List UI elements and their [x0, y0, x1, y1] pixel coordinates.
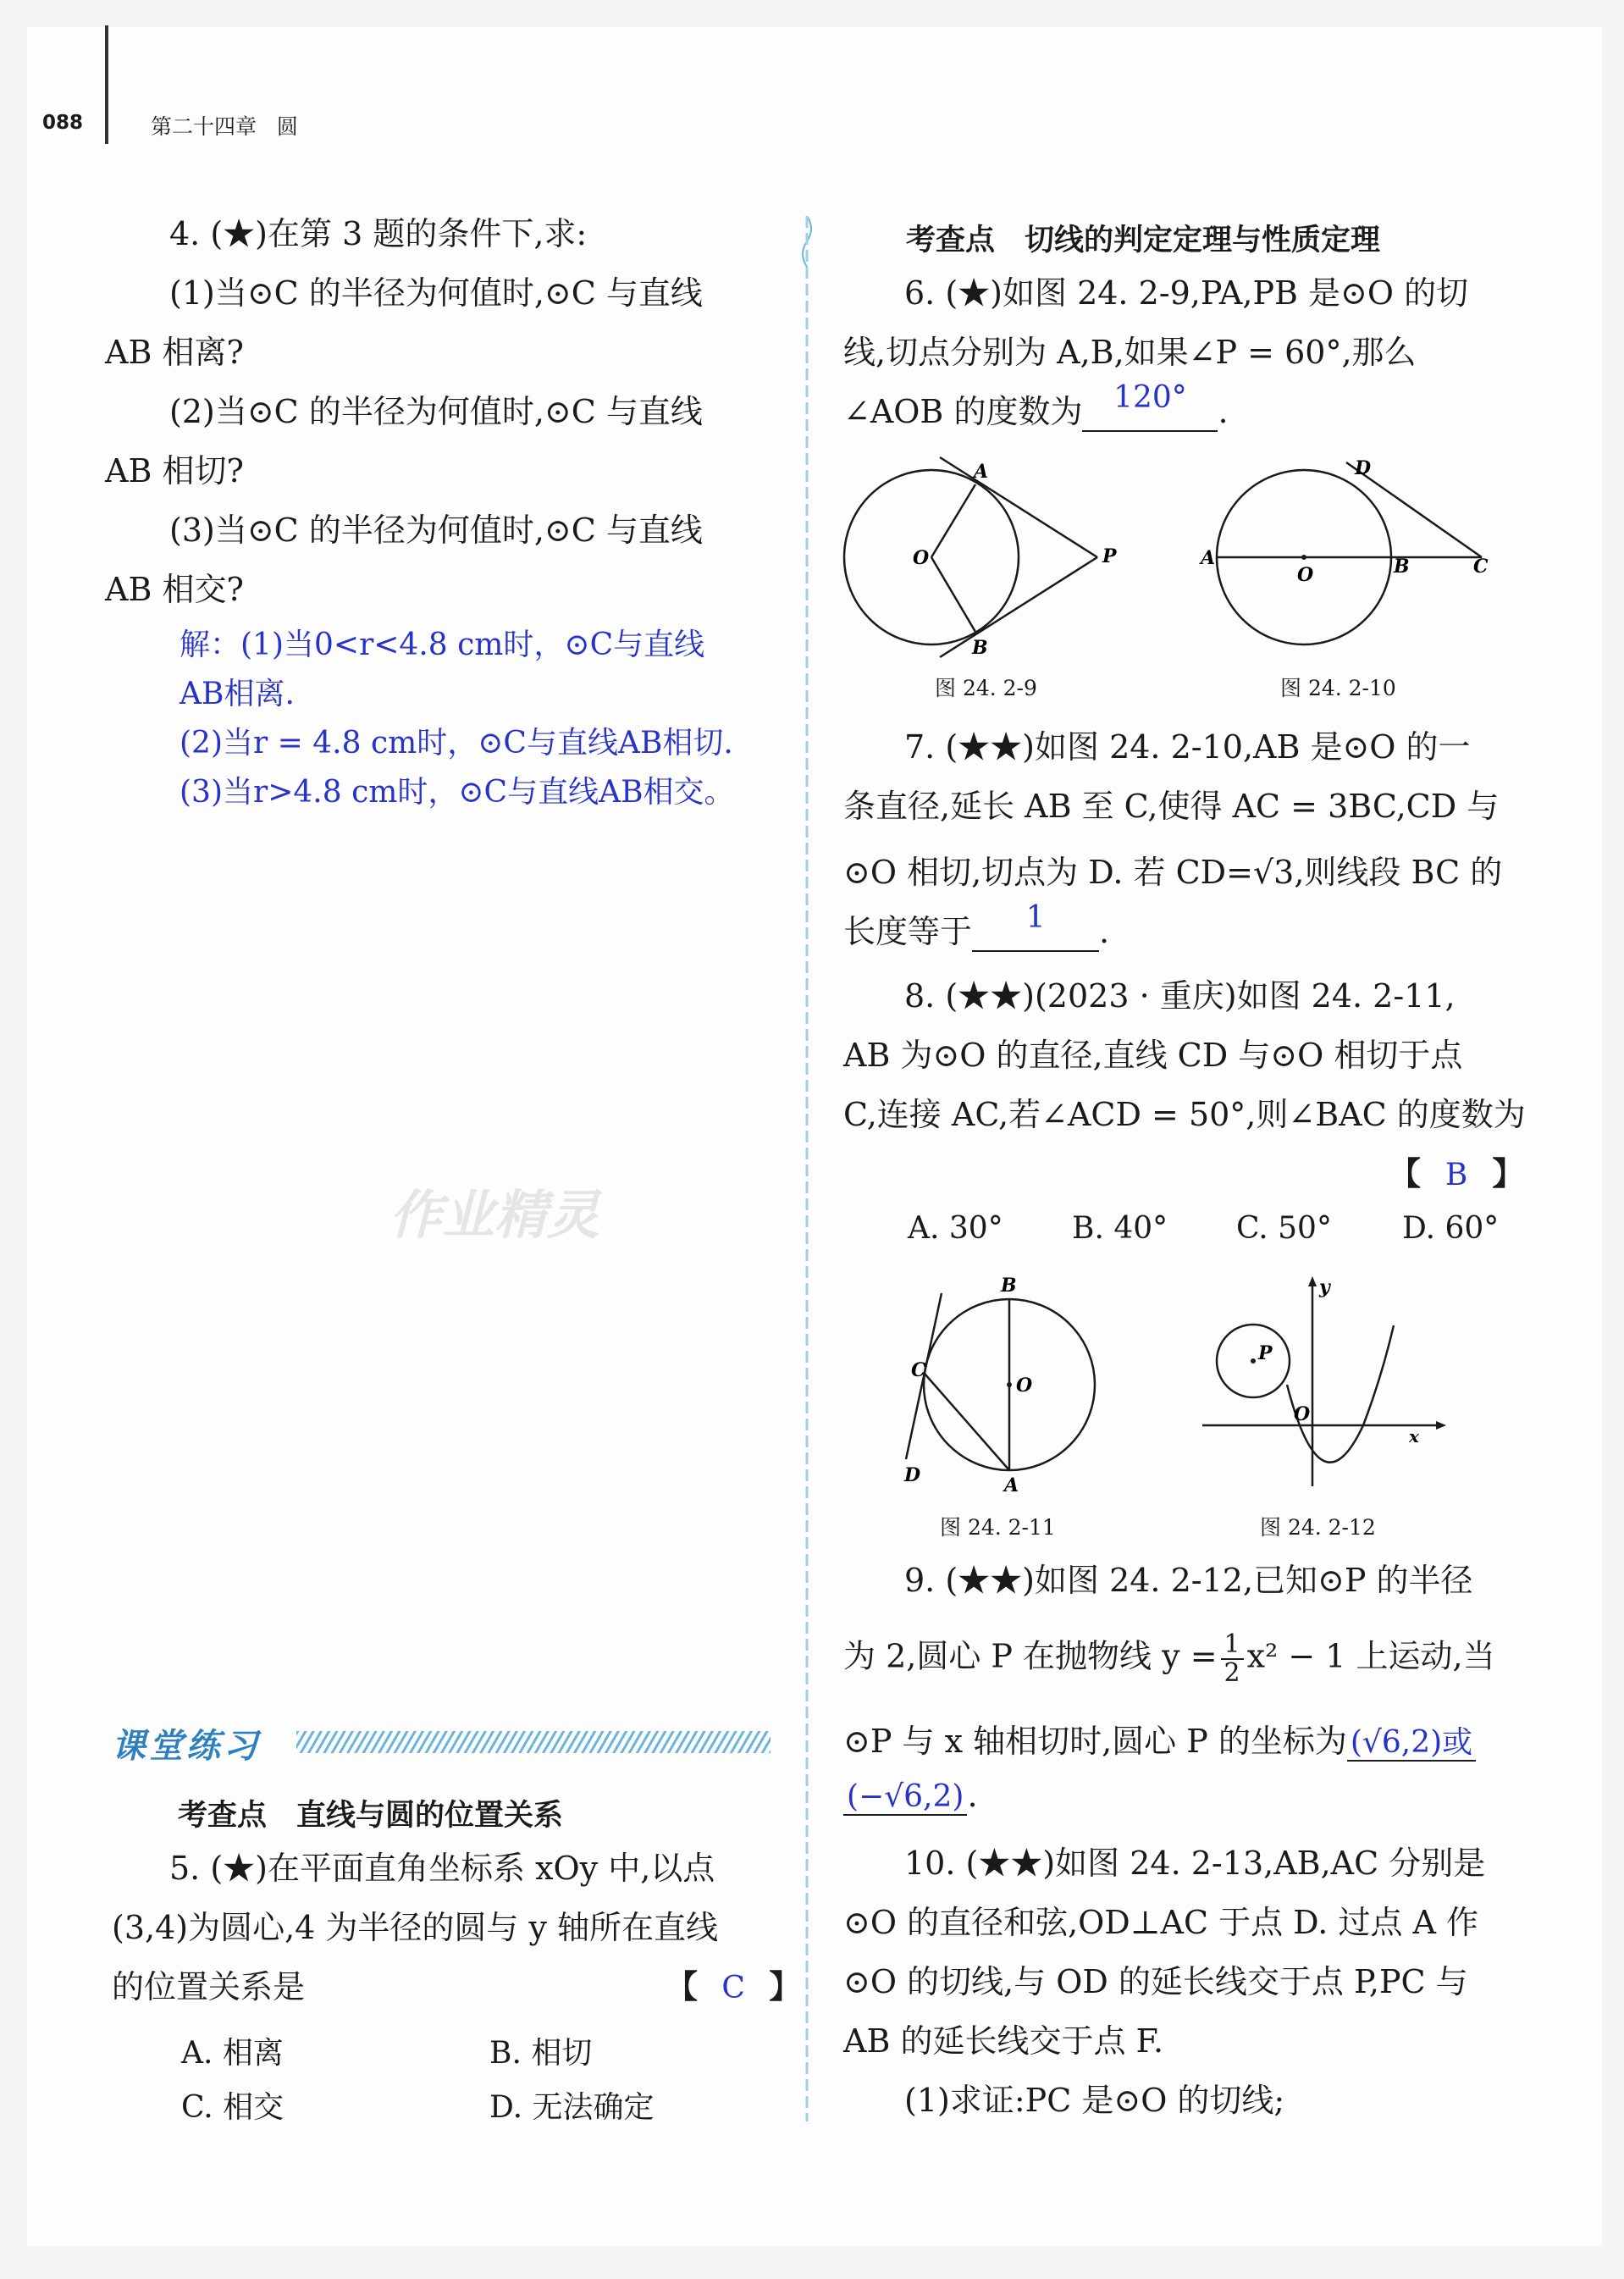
q7-line4	[843, 900, 1110, 952]
q5-option-b: B. 相切	[489, 2036, 593, 2071]
checkpoint-right: 考查点 切线的判定定理与性质定理	[906, 224, 1381, 257]
chapter-title: 圆	[276, 114, 298, 139]
q10-line4: AB 的延长线交于点 F.	[843, 2022, 1164, 2060]
fig10-center	[1301, 555, 1306, 560]
q7-end: .	[1099, 913, 1110, 950]
fig11-chord-ac	[925, 1374, 1009, 1470]
q6-end: .	[1218, 393, 1229, 430]
q9-fraction-den: 2	[1224, 1658, 1240, 1688]
q4-answer-line3: (3)当r>4.8 cm时，⊙C与直线AB相交。	[180, 775, 735, 810]
header-rule	[105, 25, 108, 144]
q4-answer-line1: 解：(1)当0<r<4.8 cm时，⊙C与直线	[180, 628, 705, 662]
fig12-label-p: P	[1258, 1342, 1273, 1364]
q9-fraction	[1221, 1631, 1244, 1687]
q4-stem: 4. (★)在第 3 题的条件下,求:	[169, 215, 588, 252]
q7-line1: 7. (★★)如图 24. 2-10,AB 是⊙O 的一	[904, 728, 1471, 766]
fig12-center-p	[1251, 1358, 1256, 1364]
fig9-radius-ob	[931, 557, 975, 632]
fig11-caption: 图 24. 2-11	[940, 1515, 1056, 1540]
q6-line3	[843, 380, 1229, 432]
q7-line2: 条直径,延长 AB 至 C,使得 AC = 3BC,CD 与	[843, 788, 1500, 825]
fig12-y-arrow	[1308, 1276, 1317, 1286]
q4-part2-line1: (2)当⊙C 的半径为何值时,⊙C 与直线	[169, 393, 703, 430]
q4-part1-line2: AB 相离?	[105, 334, 244, 371]
fig9-label-p: P	[1102, 545, 1117, 567]
q6-line2: 线,切点分别为 A,B,如果∠P = 60°,那么	[843, 334, 1417, 371]
figure-24-2-9	[838, 449, 1143, 669]
fig9-caption: 图 24. 2-9	[935, 676, 1037, 700]
q10-line5: (1)求证:PC 是⊙O 的切线;	[904, 2082, 1285, 2119]
q5-answer-bracket	[666, 1967, 802, 2005]
fig11-label-a: A	[1004, 1474, 1019, 1496]
fig9-tangent-pa	[940, 457, 1097, 557]
fig9-tangent-pb	[940, 557, 1097, 657]
bracket-left: 【	[1389, 1154, 1422, 1192]
figure-24-2-12	[1194, 1275, 1448, 1503]
fig12-label-x: x	[1409, 1426, 1419, 1447]
q8-option-c: C. 50°	[1236, 1211, 1332, 1246]
q5-line1: 5. (★)在平面直角坐标系 xOy 中,以点	[169, 1850, 715, 1887]
q5-line3: 的位置关系是	[112, 1968, 306, 2005]
fig11-label-o: O	[1016, 1375, 1033, 1397]
q4-part3-line1: (3)当⊙C 的半径为何值时,⊙C 与直线	[169, 512, 703, 549]
figure-24-2-11	[889, 1275, 1109, 1503]
q8-option-d: D. 60°	[1402, 1211, 1500, 1246]
fig10-label-o: O	[1297, 564, 1314, 586]
q9-line3-text: ⊙P 与 x 轴相切时,圆心 P 的坐标为	[843, 1723, 1347, 1760]
bracket-right: 】	[1492, 1154, 1525, 1192]
fig10-label-d: D	[1355, 457, 1372, 479]
fig12-x-arrow	[1436, 1421, 1446, 1430]
q9-line2	[843, 1631, 1495, 1687]
q6-blank	[1082, 380, 1218, 432]
fig12-parabola	[1287, 1325, 1394, 1463]
fig12-caption: 图 24. 2-12	[1260, 1515, 1376, 1540]
q5-option-d: D. 无法确定	[489, 2090, 655, 2125]
q5-option-a: A. 相离	[181, 2036, 284, 2071]
fig9-label-a: A	[974, 461, 989, 483]
chapter-heading	[151, 110, 298, 141]
q8-line2: AB 为⊙O 的直径,直线 CD 与⊙O 相切于点	[843, 1037, 1463, 1074]
bracket-right: 】	[769, 1967, 802, 2005]
fig10-caption: 图 24. 2-10	[1280, 676, 1396, 700]
fig11-center	[1007, 1382, 1012, 1387]
q9-end: .	[967, 1777, 978, 1814]
q10-line2: ⊙O 的直径和弦,OD⊥AC 于点 D. 过点 A 作	[843, 1904, 1479, 1941]
q8-answer: B	[1444, 1158, 1468, 1192]
q9-line2-text-b: x² − 1 上运动,当	[1246, 1637, 1495, 1675]
watermark: 作业精灵	[389, 1184, 600, 1246]
chapter-number: 第二十四章	[151, 114, 257, 139]
section-hatch	[296, 1731, 771, 1753]
q8-line3: C,连接 AC,若∠ACD = 50°,则∠BAC 的度数为	[843, 1096, 1526, 1133]
fig12-label-y: y	[1319, 1276, 1330, 1298]
q6-line1: 6. (★)如图 24. 2-9,PA,PB 是⊙O 的切	[904, 274, 1469, 312]
q4-answer-line2: (2)当r = 4.8 cm时，⊙C与直线AB相切.	[180, 726, 733, 761]
q8-option-a: A. 30°	[908, 1211, 1003, 1246]
q9-line2-text-a: 为 2,圆心 P 在抛物线 y =	[843, 1637, 1218, 1675]
fig11-label-b: B	[1001, 1275, 1017, 1297]
q7-blank	[972, 900, 1099, 952]
q10-line1: 10. (★★)如图 24. 2-13,AB,AC 分别是	[904, 1845, 1486, 1882]
fig11-label-c: C	[911, 1359, 926, 1381]
q8-option-b: B. 40°	[1072, 1211, 1168, 1246]
q7-line4-text: 长度等于	[843, 913, 973, 950]
q5-answer: C	[721, 1971, 745, 2005]
fig9-label-b: B	[972, 637, 988, 659]
page-number: 088	[42, 112, 84, 134]
q9-line3	[843, 1724, 1476, 1762]
q9-fraction-num: 1	[1221, 1631, 1244, 1660]
q5-line2: (3,4)为圆心,4 为半径的圆与 y 轴所在直线	[112, 1909, 719, 1946]
q9-answer-1: (√6,2)或	[1347, 1726, 1476, 1762]
q4-answer-line1b: AB相离.	[180, 677, 295, 711]
q7-answer: 1	[1025, 900, 1046, 935]
section-header	[112, 1719, 772, 1767]
q4-part2-line2: AB 相切?	[105, 452, 244, 490]
q10-line3: ⊙O 的切线,与 OD 的延长线交于点 P,PC 与	[843, 1963, 1468, 2000]
q9-line1: 9. (★★)如图 24. 2-12,已知⊙P 的半径	[904, 1562, 1473, 1599]
checkpoint-left: 考查点 直线与圆的位置关系	[178, 1799, 564, 1833]
q9-answer-2: (−√6,2)	[843, 1780, 967, 1816]
q5-option-c: C. 相交	[181, 2090, 284, 2125]
q9-line4	[843, 1778, 978, 1816]
q8-answer-bracket	[1389, 1154, 1525, 1192]
bracket-left: 【	[666, 1967, 699, 2005]
fig9-radius-oa	[931, 484, 975, 557]
column-divider	[794, 216, 820, 2121]
fig10-label-a: A	[1201, 547, 1216, 569]
fig10-label-c: C	[1473, 556, 1489, 578]
q8-line1: 8. (★★)(2023 · 重庆)如图 24. 2-11,	[904, 977, 1456, 1015]
q6-answer: 120°	[1113, 380, 1187, 415]
fig9-label-o: O	[913, 547, 930, 569]
figure-24-2-10	[1194, 449, 1499, 669]
fig11-label-d: D	[904, 1464, 921, 1486]
fig10-label-b: B	[1394, 556, 1410, 578]
q4-part3-line2: AB 相交?	[105, 571, 244, 608]
section-title: 课堂练习	[112, 1727, 261, 1766]
fig12-label-o: O	[1294, 1403, 1311, 1425]
q7-line3: ⊙O 相切,切点为 D. 若 CD=√3,则线段 BC 的	[843, 854, 1503, 891]
q6-line3-text: ∠AOB 的度数为	[843, 393, 1083, 430]
q4-part1-line1: (1)当⊙C 的半径为何值时,⊙C 与直线	[169, 274, 703, 312]
